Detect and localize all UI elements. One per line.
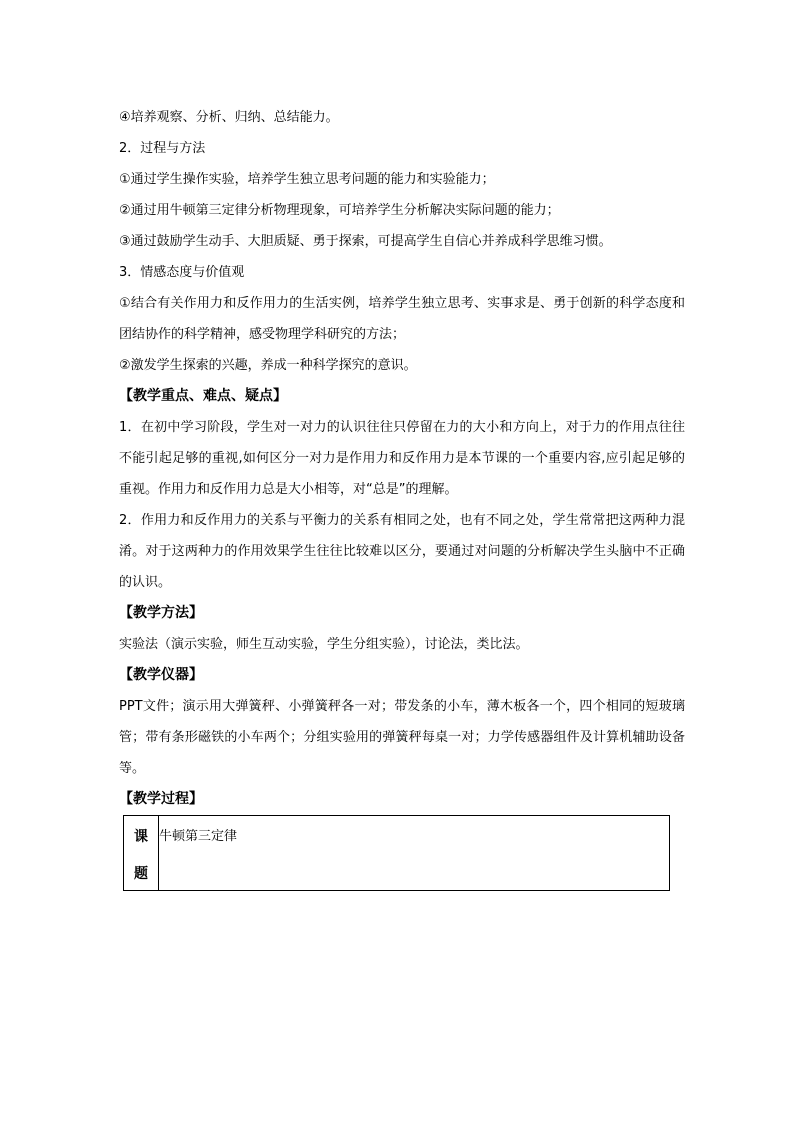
attitude-item-2: ②激发学生探索的兴趣，养成一种科学探究的意识。 [119,358,417,373]
document-body [119,102,685,815]
process-item-2: ②通过用牛顿第三定律分析物理现象，可培养学生分析解决实际问题的能力； [119,203,560,218]
ability-item-4: ④培养观察、分析、归纳、总结能力。 [119,110,339,125]
teaching-equipment-text: PPT文件；演示用大弹簧秤、小弹簧秤各一对；带发条的小车，薄木板各一个，四个相同的短玻璃管；带有条形磁铁的小车两个；分组实验用的弹簧秤每桌一对；力学传感器组件及计算机辅助设备等。 [119,699,685,776]
table-row [124,816,670,891]
teaching-methods-text: 实验法（演示实验，师生互动实验，学生分组实验），讨论法，类比法。 [119,637,529,652]
attitude-item-1: ①结合有关作用力和反作用力的生活实例，培养学生独立思考、实事求是、勇于创新的科学态度和团结协作的科学精神，感受物理学科研究的方法； [119,296,685,342]
heading-key-points: 【教学重点、难点、疑点】 [119,388,287,404]
key-point-1: 1．在初中学习阶段，学生对一对力的认识往往只停留在力的大小和方向上，对于力的作用点往往不能引起足够的重视,如何区分一对力是作用力和反作用力是本节课的一个重要内容,应引起足够的重视。作用力和反作用力总是大小相等，对“总是”的理解。 [119,420,685,497]
heading-teaching-equipment: 【教学仪器】 [119,667,203,683]
lesson-topic-value: 牛顿第三定律 [159,829,238,844]
process-item-3: ③通过鼓励学生动手、大胆质疑、勇于探索，可提高学生自信心并养成科学思维习惯。 [119,234,612,249]
process-item-1: ①通过学生操作实验，培养学生独立思考问题的能力和实验能力； [119,172,495,187]
lesson-topic-label-line2: 题 [134,866,148,882]
section-process-method: 2．过程与方法 [119,141,206,156]
lesson-topic-value-cell [159,816,670,891]
lesson-table [123,815,670,891]
heading-teaching-methods: 【教学方法】 [119,605,203,621]
heading-teaching-process: 【教学过程】 [119,791,203,807]
key-point-2: 2．作用力和反作用力的关系与平衡力的关系有相同之处，也有不同之处，学生常常把这两种力混淆。对于这两种力的作用效果学生往往比较难以区分，要通过对问题的分析解决学生头脑中不正确的认识。 [119,513,685,590]
section-attitude-values: 3．情感态度与价值观 [119,265,245,280]
lesson-topic-label-line1: 课 [134,829,148,845]
lesson-topic-label-cell [124,816,159,891]
